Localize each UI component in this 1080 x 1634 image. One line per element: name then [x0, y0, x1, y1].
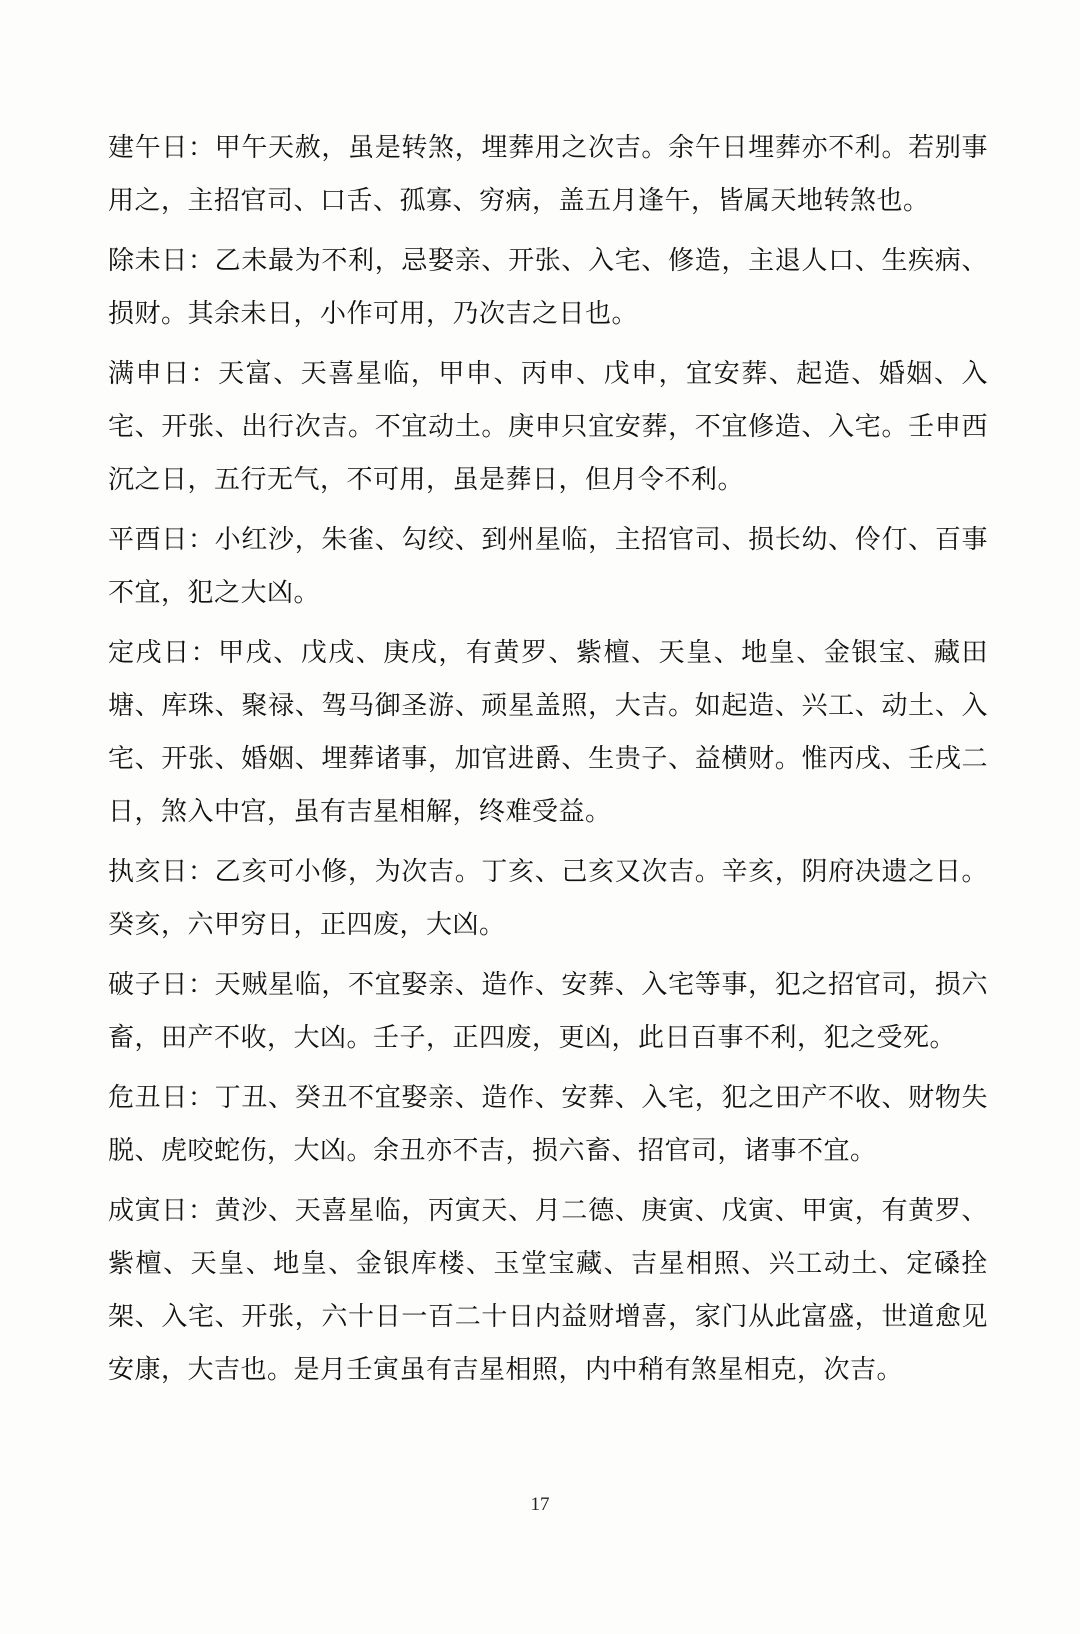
paragraph-cheng-yin: 成寅日：黄沙、天喜星临，丙寅天、月二德、庚寅、戊寅、甲寅，有黄罗、紫檀、天皇、地皇、金银库楼、玉堂宝藏、吉星相照、兴工动土、定磉拴架、入宅、开张，六十日一百二十日内益财增喜，家门从此富盛，世道愈见安康，大吉也。是月壬寅虽有吉星相照，内中稍有煞星相克，次吉。: [108, 1196, 988, 1385]
paragraph-jian-wu: 建午日：甲午天赦，虽是转煞，埋葬用之次吉。余午日埋葬亦不利。若别事用之，主招官司、口舌、孤寡、穷病，盖五月逢午，皆属天地转煞也。: [108, 133, 988, 216]
page-number: 17: [530, 1494, 550, 1515]
paragraph-po-zi: 破子日：天贼星临，不宜娶亲、造作、安葬、入宅等事，犯之招官司，损六畜，田产不收，大凶。壬子，正四废，更凶，此日百事不利，犯之受死。: [108, 970, 988, 1053]
paragraph-man-shen: 满申日：天富、天喜星临，甲申、丙申、戊申，宜安葬、起造、婚姻、入宅、开张、出行次吉。不宜动土。庚申只宜安葬，不宜修造、入宅。壬申西沉之日，五行无气，不可用，虽是葬日，但月令不利。: [108, 359, 988, 495]
paragraph-ding-xu: 定戌日：甲戌、戊戌、庚戌，有黄罗、紫檀、天皇、地皇、金银宝、藏田塘、库珠、聚禄、驾马御圣游、顽星盖照，大吉。如起造、兴工、动土、入宅、开张、婚姻、埋葬诸事，加官进爵、生贵子、益横财。惟丙戌、壬戌二日，煞入中宫，虽有吉星相解，终难受益。: [108, 638, 988, 827]
paragraph-zhi-hai: 执亥日：乙亥可小修，为次吉。丁亥、己亥又次吉。辛亥，阴府决遗之日。癸亥，六甲穷日，正四废，大凶。: [108, 857, 988, 940]
paragraph-chu-wei: 除未日：乙未最为不利，忌娶亲、开张、入宅、修造，主退人口、生疾病、损财。其余未日，小作可用，乃次吉之日也。: [108, 246, 988, 329]
paragraph-wei-chou: 危丑日：丁丑、癸丑不宜娶亲、造作、安葬、入宅，犯之田产不收、财物失脱、虎咬蛇伤，大凶。余丑亦不吉，损六畜、招官司，诸事不宜。: [108, 1083, 988, 1166]
paragraph-ping-you: 平酉日：小红沙，朱雀、勾绞、到州星临，主招官司、损长幼、伶仃、百事不宜，犯之大凶。: [108, 525, 988, 608]
body-text: [108, 122, 988, 1404]
